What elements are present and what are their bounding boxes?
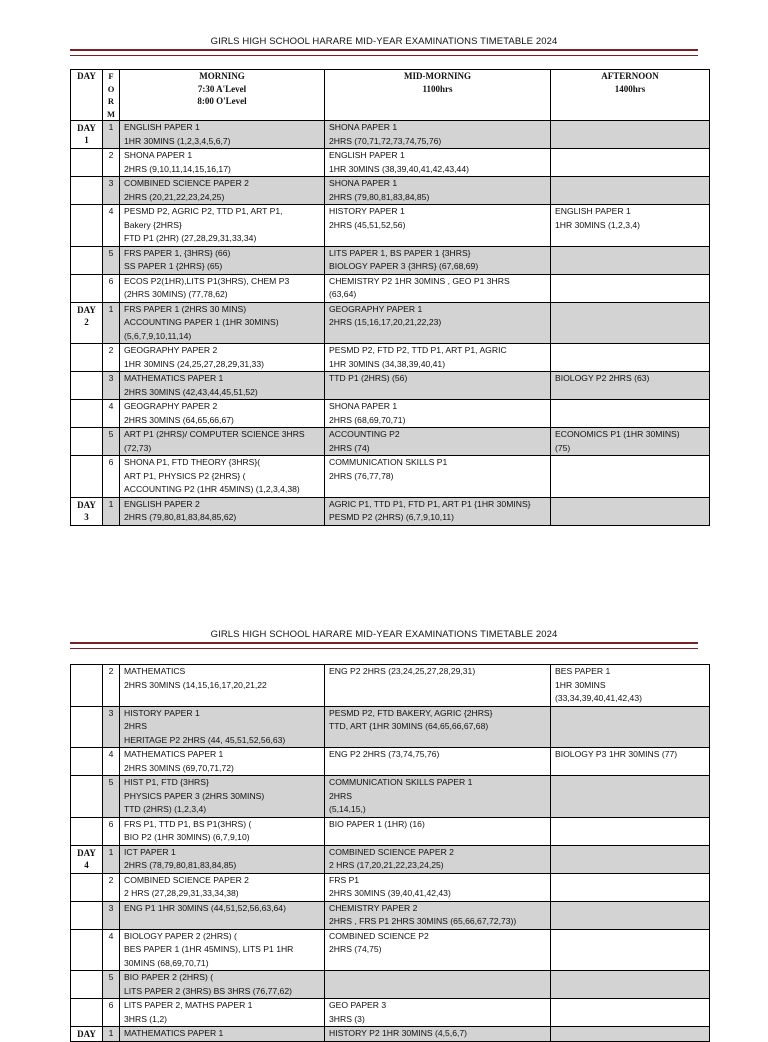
morning-cell: LITS PAPER 2, MATHS PAPER 1 3HRS (1,2) xyxy=(120,999,325,1027)
midmorning-cell: HISTORY PAPER 1 2HRS (45,51,52,56) xyxy=(325,205,551,247)
morning-cell: GEOGRAPHY PAPER 2 2HRS 30MINS (64,65,66,67) xyxy=(120,400,325,428)
form-cell: 5 xyxy=(103,971,120,999)
timetable-table-2 xyxy=(70,664,710,1042)
day-cell xyxy=(71,177,103,205)
form-cell: 1 xyxy=(103,121,120,149)
form-cell: 2 xyxy=(103,344,120,372)
midmorning-cell: CHEMISTRY P2 1HR 30MINS , GEO P1 3HRS (63,64) xyxy=(325,274,551,302)
afternoon-cell xyxy=(551,817,710,845)
midmorning-cell: GEO PAPER 3 3HRS (3) xyxy=(325,999,551,1027)
midmorning-cell: GEOGRAPHY PAPER 1 2HRS (15,16,17,20,21,22,23) xyxy=(325,302,551,344)
afternoon-cell: BIOLOGY P2 2HRS (63) xyxy=(551,372,710,400)
table-row xyxy=(71,817,710,845)
table-row xyxy=(71,999,710,1027)
table-row xyxy=(71,665,710,707)
afternoon-cell xyxy=(551,901,710,929)
midmorning-cell: LITS PAPER 1, BS PAPER 1 {3HRS} BIOLOGY PAPER 3 {3HRS} (67,68,69) xyxy=(325,246,551,274)
day-cell xyxy=(71,873,103,901)
table-row xyxy=(71,929,710,971)
afternoon-cell xyxy=(551,873,710,901)
form-cell: 4 xyxy=(103,205,120,247)
afternoon-cell xyxy=(551,302,710,344)
morning-cell: MATHEMATICS PAPER 1 2HRS 30MINS (42,43,44,45,51,52) xyxy=(120,372,325,400)
midmorning-cell: FRS P1 2HRS 30MINS (39,40,41,42,43) xyxy=(325,873,551,901)
page-title: GIRLS HIGH SCHOOL HARARE MID-YEAR EXAMINATIONS TIMETABLE 2024 xyxy=(210,36,558,47)
form-cell: 4 xyxy=(103,929,120,971)
table-row xyxy=(71,344,710,372)
day-cell: DAY 1 xyxy=(71,121,103,149)
form-cell: 6 xyxy=(103,456,120,498)
form-cell: 5 xyxy=(103,776,120,818)
day-cell xyxy=(71,748,103,776)
form-cell: 6 xyxy=(103,999,120,1027)
table-row xyxy=(71,246,710,274)
day-cell xyxy=(71,706,103,748)
col-form-header: F O R M xyxy=(103,70,120,121)
day-cell xyxy=(71,817,103,845)
midmorning-cell: ENGLISH PAPER 1 1HR 30MINS (38,39,40,41,42,43,44) xyxy=(325,149,551,177)
morning-cell: FRS P1, TTD P1, BS P1(3HRS) ( BIO P2 (1HR 30MINS) (6,7,9,10) xyxy=(120,817,325,845)
midmorning-cell xyxy=(325,971,551,999)
morning-cell: ENGLISH PAPER 1 1HR 30MINS (1,2,3,4,5,6,7) xyxy=(120,121,325,149)
midmorning-cell: AGRIC P1, TTD P1, FTD P1, ART P1 {1HR 30MINS} PESMD P2 (2HRS) (6,7,9,10,11) xyxy=(325,497,551,525)
form-cell: 2 xyxy=(103,149,120,177)
midmorning-cell: SHONA PAPER 1 2HRS (79,80,81,83,84,85) xyxy=(325,177,551,205)
day-cell xyxy=(71,665,103,707)
table-row xyxy=(71,302,710,344)
midmorning-cell: ENG P2 2HRS (73,74,75,76) xyxy=(325,748,551,776)
table-row xyxy=(71,845,710,873)
form-cell: 2 xyxy=(103,665,120,707)
title-underline-2 xyxy=(70,642,698,649)
afternoon-cell: ECONOMICS P1 (1HR 30MINS) (75) xyxy=(551,428,710,456)
afternoon-cell xyxy=(551,456,710,498)
morning-cell: SHONA PAPER 1 2HRS (9,10,11,14,15,16,17) xyxy=(120,149,325,177)
morning-cell: FRS PAPER 1, {3HRS} (66) SS PAPER 1 {2HRS} (65) xyxy=(120,246,325,274)
afternoon-cell xyxy=(551,929,710,971)
day-cell xyxy=(71,901,103,929)
form-cell: 4 xyxy=(103,748,120,776)
form-cell: 1 xyxy=(103,497,120,525)
table-row xyxy=(71,456,710,498)
form-cell: 1 xyxy=(103,302,120,344)
col-day-header: DAY xyxy=(71,70,103,121)
morning-cell: COMBINED SCIENCE PAPER 2 2HRS (20,21,22,23,24,25) xyxy=(120,177,325,205)
day-cell xyxy=(71,246,103,274)
afternoon-cell: ENGLISH PAPER 1 1HR 30MINS (1,2,3,4) xyxy=(551,205,710,247)
morning-cell: SHONA P1, FTD THEORY {3HRS}( ART P1, PHYSICS P2 {2HRS} ( ACCOUNTING P2 (1HR 45MINS) (1,2,3,4,38) xyxy=(120,456,325,498)
page-title-2: GIRLS HIGH SCHOOL HARARE MID-YEAR EXAMINATIONS TIMETABLE 2024 xyxy=(210,629,558,640)
table-row xyxy=(71,901,710,929)
morning-cell: ENG P1 1HR 30MINS (44,51,52,56,63,64) xyxy=(120,901,325,929)
midmorning-cell: ACCOUNTING P2 2HRS (74) xyxy=(325,428,551,456)
timetable-table-1 xyxy=(70,69,710,526)
midmorning-cell: COMMUNICATION SKILLS P1 2HRS (76,77,78) xyxy=(325,456,551,498)
midmorning-cell: BIO PAPER 1 (1HR) (16) xyxy=(325,817,551,845)
midmorning-cell: HISTORY P2 1HR 30MINS (4,5,6,7) xyxy=(325,1027,551,1042)
afternoon-cell xyxy=(551,121,710,149)
table-row xyxy=(71,400,710,428)
form-cell: 3 xyxy=(103,901,120,929)
morning-cell: ART P1 (2HRS)/ COMPUTER SCIENCE 3HRS (72,73) xyxy=(120,428,325,456)
afternoon-cell xyxy=(551,1027,710,1042)
day-cell xyxy=(71,400,103,428)
afternoon-cell xyxy=(551,149,710,177)
morning-cell: MATHEMATICS PAPER 1 2HRS 30MINS (69,70,71,72) xyxy=(120,748,325,776)
form-cell: 5 xyxy=(103,246,120,274)
morning-cell: MATHEMATICS PAPER 1 xyxy=(120,1027,325,1042)
table-row xyxy=(71,428,710,456)
header-row xyxy=(71,70,710,121)
timetable-page-2 xyxy=(0,512,768,1039)
morning-cell: BIO PAPER 2 (2HRS) ( LITS PAPER 2 (3HRS) BS 3HRS (76,77,62) xyxy=(120,971,325,999)
day-cell xyxy=(71,344,103,372)
table-row xyxy=(71,121,710,149)
day-cell xyxy=(71,929,103,971)
day-cell xyxy=(71,999,103,1027)
table-row xyxy=(71,149,710,177)
midmorning-cell: SHONA PAPER 1 2HRS (70,71,72,73,74,75,76) xyxy=(325,121,551,149)
midmorning-cell: SHONA PAPER 1 2HRS (68,69,70,71) xyxy=(325,400,551,428)
afternoon-cell xyxy=(551,971,710,999)
afternoon-cell xyxy=(551,177,710,205)
afternoon-cell xyxy=(551,274,710,302)
midmorning-cell: PESMD P2, FTD P2, TTD P1, ART P1, AGRIC 1HR 30MINS (34,38,39,40,41) xyxy=(325,344,551,372)
table-row xyxy=(71,748,710,776)
table-row xyxy=(71,706,710,748)
table-row xyxy=(71,873,710,901)
day-cell: DAY 4 xyxy=(71,845,103,873)
col-afternoon-header: AFTERNOON 1400hrs xyxy=(551,70,710,121)
form-cell: 6 xyxy=(103,817,120,845)
morning-cell: ENGLISH PAPER 2 2HRS (79,80,81,83,84,85,62) xyxy=(120,497,325,525)
afternoon-cell xyxy=(551,400,710,428)
afternoon-cell xyxy=(551,845,710,873)
day-cell: DAY 2 xyxy=(71,302,103,344)
midmorning-cell: COMBINED SCIENCE P2 2HRS (74,75) xyxy=(325,929,551,971)
morning-cell: FRS PAPER 1 (2HRS 30 MINS) ACCOUNTING PAPER 1 (1HR 30MINS) (5,6,7,9,10,11,14) xyxy=(120,302,325,344)
day-cell xyxy=(71,428,103,456)
table-row xyxy=(71,971,710,999)
title-underline xyxy=(70,49,698,56)
morning-cell: HIST P1, FTD {3HRS} PHYSICS PAPER 3 (2HRS 30MINS) TTD (2HRS) (1,2,3,4) xyxy=(120,776,325,818)
table-row xyxy=(71,372,710,400)
table-row xyxy=(71,205,710,247)
morning-cell: GEOGRAPHY PAPER 2 1HR 30MINS (24,25,27,28,29,31,33) xyxy=(120,344,325,372)
form-cell: 1 xyxy=(103,845,120,873)
midmorning-cell: COMBINED SCIENCE PAPER 2 2 HRS (17,20,21,22,23,24,25) xyxy=(325,845,551,873)
afternoon-cell xyxy=(551,776,710,818)
morning-cell: BIOLOGY PAPER 2 (2HRS) ( BES PAPER 1 (1HR 45MINS), LITS P1 1HR 30MINS (68,69,70,71) xyxy=(120,929,325,971)
midmorning-cell: PESMD P2, FTD BAKERY, AGRIC {2HRS} TTD, ART {1HR 30MINS (64,65,66,67,68) xyxy=(325,706,551,748)
form-cell: 1 xyxy=(103,1027,120,1042)
day-cell xyxy=(71,776,103,818)
form-cell: 5 xyxy=(103,428,120,456)
form-cell: 3 xyxy=(103,706,120,748)
form-cell: 6 xyxy=(103,274,120,302)
morning-cell: HISTORY PAPER 1 2HRS HERITAGE P2 2HRS (44, 45,51,52,56,63) xyxy=(120,706,325,748)
col-midmorning-header: MID-MORNING 1100hrs xyxy=(325,70,551,121)
midmorning-cell: TTD P1 (2HRS) (56) xyxy=(325,372,551,400)
day-cell: DAY 3 xyxy=(71,497,103,525)
morning-cell: ECOS P2(1HR),LITS P1(3HRS), CHEM P3 (2HRS 30MINS) (77,78,62) xyxy=(120,274,325,302)
midmorning-cell: COMMUNICATION SKILLS PAPER 1 2HRS (5,14,15,) xyxy=(325,776,551,818)
afternoon-cell: BIOLOGY P3 1HR 30MINS (77) xyxy=(551,748,710,776)
day-cell xyxy=(71,372,103,400)
table-row xyxy=(71,1027,710,1042)
morning-cell: COMBINED SCIENCE PAPER 2 2 HRS (27,28,29,31,33,34,38) xyxy=(120,873,325,901)
day-cell xyxy=(71,274,103,302)
morning-cell: MATHEMATICS 2HRS 30MINS (14,15,16,17,20,21,22 xyxy=(120,665,325,707)
day-cell xyxy=(71,456,103,498)
morning-cell: ICT PAPER 1 2HRS (78,79,80,81,83,84,85) xyxy=(120,845,325,873)
form-cell: 2 xyxy=(103,873,120,901)
afternoon-cell xyxy=(551,706,710,748)
afternoon-cell xyxy=(551,246,710,274)
table-row xyxy=(71,274,710,302)
day-cell: DAY xyxy=(71,1027,103,1042)
morning-cell: PESMD P2, AGRIC P2, TTD P1, ART P1, Bakery {2HRS} FTD P1 (2HR) (27,28,29,31,33,34) xyxy=(120,205,325,247)
afternoon-cell xyxy=(551,344,710,372)
form-cell: 3 xyxy=(103,177,120,205)
day-cell xyxy=(71,205,103,247)
table-row xyxy=(71,776,710,818)
midmorning-cell: ENG P2 2HRS (23,24,25,27,28,29,31) xyxy=(325,665,551,707)
afternoon-cell: BES PAPER 1 1HR 30MINS (33,34,39,40,41,42,43) xyxy=(551,665,710,707)
col-morning-header: MORNING 7:30 A'Level 8:00 O'Level xyxy=(120,70,325,121)
form-cell: 3 xyxy=(103,372,120,400)
day-cell xyxy=(71,971,103,999)
day-cell xyxy=(71,149,103,177)
afternoon-cell xyxy=(551,999,710,1027)
form-cell: 4 xyxy=(103,400,120,428)
table-row xyxy=(71,177,710,205)
midmorning-cell: CHEMISTRY PAPER 2 2HRS , FRS P1 2HRS 30MINS (65,66,67,72,73)) xyxy=(325,901,551,929)
